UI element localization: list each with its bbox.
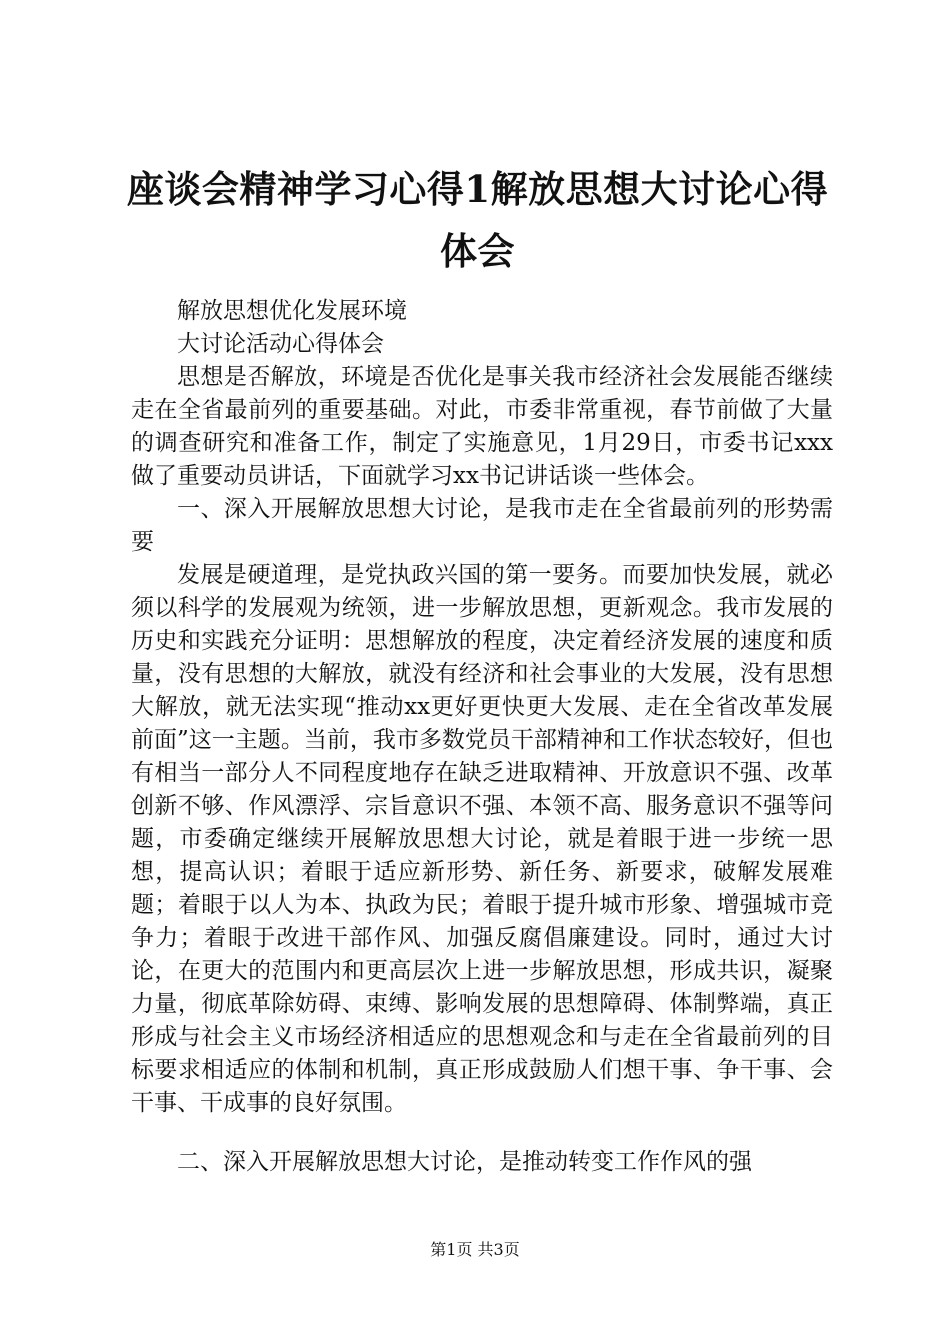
subtitle-line-1: 解放思想优化发展环境 [177,298,407,324]
page-footer: 第1页 共3页 [430,1240,520,1259]
subtitle-line-2: 大讨论活动心得体会 [177,331,384,357]
section-heading-1: 一、深入开展解放思想大讨论，是我市走在全省最前列的形势需要 [131,496,833,555]
document-body [131,295,833,1179]
document-title: 座谈会精神学习心得1解放思想大讨论心得体会 [126,167,829,273]
paragraph-section-1: 发展是硬道理，是党执政兴国的第一要务。而要加快发展，就必须以科学的发展观为统领，进一步解放思想，更新观念。我市发展的历史和实践充分证明：思想解放的程度，决定着经济发展的速度和质量，没有思想的大解放，就没有经济和社会事业的大发展，没有思想大解放，就无法实现“推动xx更好更快更大发展、走在全省改革发展前面”这一主题。当前，我市多数党员干部精神和工作状态较好，但也有相当一部分人不同程度地存在缺乏进取精神、开放意识不强、改革创新不够、作风漂浮、宗旨意识不强、本领不高、服务意识不强等问题，市委确定继续开展解放思想大讨论，就是着眼于进一步统一思想，提高认识；着眼于适应新形势、新任务、新要求，破解发展难题；着眼于以人为本、执政为民；着眼于提升城市形象、增强城市竞争力；着眼于改进干部作风、加强反腐倡廉建设。同时，通过大讨论，在更大的范围内和更高层次上进一步解放思想，形成共识，凝聚力量，彻底革除妨碍、束缚、影响发展的思想障碍、体制弊端，真正形成与社会主义市场经济相适应的思想观念和与走在全省最前列的目标要求相适应的体制和机制，真正形成鼓励人们想干事、争干事、会干事、干成事的良好氛围。 [131,562,833,1116]
paragraph-intro: 思想是否解放，环境是否优化是事关我市经济社会发展能否继续走在全省最前列的重要基础。对此，市委非常重视，春节前做了大量的调查研究和准备工作，制定了实施意见，1月29日，市委书记xxx做了重要动员讲话，下面就学习xx书记讲话谈一些体会。 [131,364,833,489]
section-heading-2: 二、深入开展解放思想大讨论，是推动转变工作作风的强 [177,1149,752,1175]
